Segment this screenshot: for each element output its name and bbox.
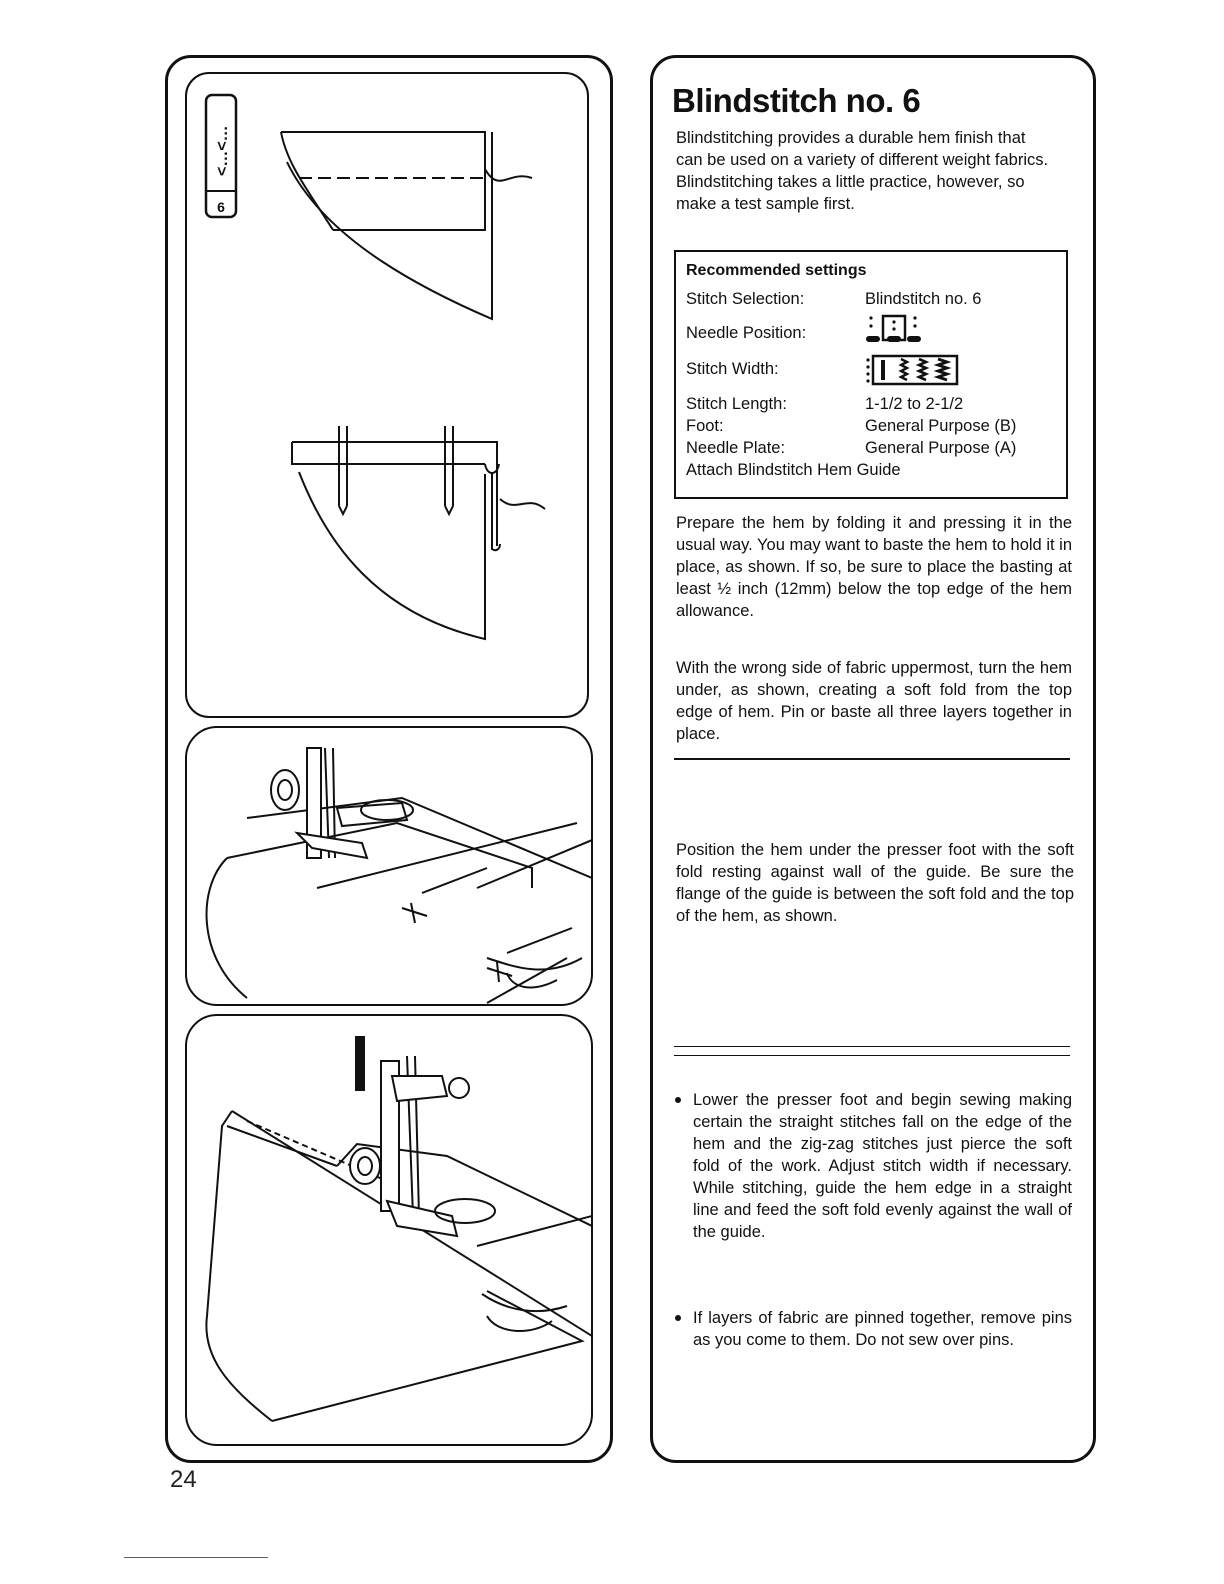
wrong-side-paragraph: With the wrong side of fabric uppermost, turn the hem under, as shown, creating a soft fold from the top edge of hem. Pin or baste all three layers together in place. <box>676 659 1072 743</box>
bullet-icon <box>675 1097 681 1103</box>
list-item: Lower the presser foot and begin sewing making certain the straight stitches fall on the edge of the hem and the zig-zag stitches just pierce the soft fold of the work. Adjust stitch width if necessary. While stitching, guide the hem edge in a straight line and feed the soft fold evenly against the wall of the guide. <box>672 1089 1072 1243</box>
recommended-settings-box: Recommended settings Stitch Selection: Blindstitch no. 6 Needle Position: Stitch Width: Stitch Length: 1-1/2 to 2-1/2 Foot: General Purpose (B) Needle Plate: General Purpose (A) Attach Blindstitch Hem Guide <box>674 250 1068 499</box>
settings-value: General Purpose (A) <box>865 439 1017 457</box>
settings-label: Stitch Length: <box>686 395 787 413</box>
presser-foot-guide-illustration <box>185 726 593 1006</box>
page-title: Blindstitch no. 6 <box>672 82 921 119</box>
stitch-width-icon <box>865 354 961 391</box>
settings-label: Stitch Width: <box>686 360 779 378</box>
hem-fold-illustration <box>185 72 589 718</box>
settings-label: Needle Position: <box>686 324 807 342</box>
prepare-hem-paragraph: Prepare the hem by folding it and pressing it in the usual way. You may want to baste the hem to hold it in place, as shown. If so, be sure to place the basting at least ½ inch (12mm) below the top edge of the hem allowance. <box>676 514 1072 620</box>
list-item: If layers of fabric are pinned together, remove pins as you come to them. Do not sew over pins. <box>672 1307 1072 1351</box>
settings-value: Blindstitch no. 6 <box>865 290 982 308</box>
bottom-rule <box>124 1557 268 1558</box>
settings-heading: Recommended settings <box>686 262 867 279</box>
section-divider <box>674 758 1070 760</box>
needle-position-icon <box>865 312 945 351</box>
sewing-steps-list <box>672 1089 1072 1243</box>
presser-foot-drawing <box>271 748 413 858</box>
stitch-symbol-text: <…<… <box>214 125 231 176</box>
settings-label: Needle Plate: <box>686 439 786 457</box>
settings-label: Stitch Selection: <box>686 290 805 308</box>
settings-value: 1-1/2 to 2-1/2 <box>865 395 964 413</box>
sewing-blindstitch-illustration <box>185 1014 593 1446</box>
hem-pinned-diagram <box>292 426 545 639</box>
stitch-selector-badge <box>206 95 236 217</box>
settings-label: Foot: <box>686 417 724 435</box>
intro-paragraph: Blindstitching provides a durable hem finish that can be used on a variety of different weight fabrics. Blindstitching takes a little practice, however, so make a test sample first. <box>676 129 1049 213</box>
hem-basted-diagram <box>281 132 532 319</box>
settings-value: General Purpose (B) <box>865 417 1017 435</box>
bullet-icon <box>675 1315 681 1321</box>
sewing-steps-list <box>672 1307 1072 1351</box>
stitch-number-text: 6 <box>217 199 225 215</box>
presser-foot-drawing <box>350 1036 495 1236</box>
page-number: 24 <box>170 1466 197 1493</box>
position-hem-paragraph: Position the hem under the presser foot with the soft fold resting against wall of the guide. Be sure the flange of the guide is between the soft fold and the top of the hem, as shown. <box>676 841 1074 925</box>
section-divider <box>674 1055 1070 1056</box>
section-divider <box>674 1046 1070 1047</box>
